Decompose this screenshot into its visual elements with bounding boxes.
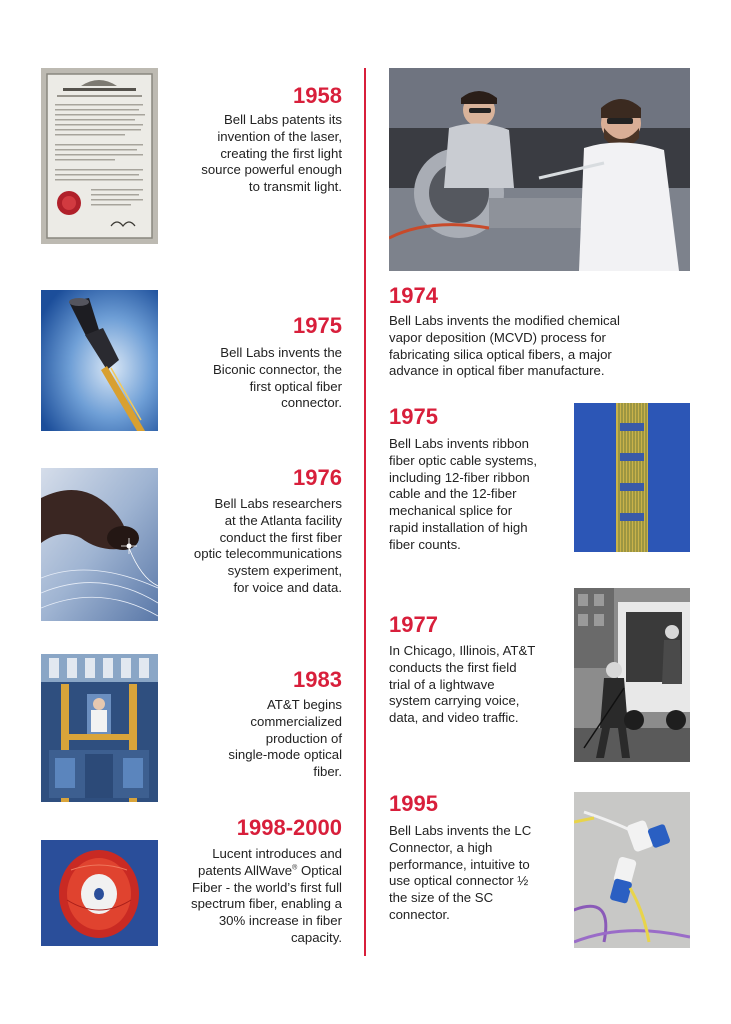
- entry-description: [142, 846, 342, 947]
- year-label: 1983: [293, 667, 342, 692]
- lc-connector-image: [574, 792, 690, 948]
- entry-description-part: Optical Fiber - the world’s first full spectrum fiber, enabling a 30% increase in fiber capacity.: [190, 862, 342, 945]
- year-label: 1995: [389, 791, 438, 816]
- entry-description-part: Lucent introduces and patents AllWave: [198, 846, 342, 878]
- entry-description: In Chicago, Illinois, AT&T conducts the first field trial of a lightwave system carrying voice, data, and video traffic.: [389, 643, 536, 726]
- entry-description: Bell Labs patents its invention of the laser, creating the first light source powerful enough to transmit light.: [201, 112, 342, 195]
- entry-description: Bell Labs invents the modified chemical vapor deposition (MCVD) process for fabricating silica optical fibers, a major advance in optical fiber manufacture.: [389, 313, 620, 379]
- field-trial-truck-image: [574, 588, 690, 762]
- biconic-connector-image: [41, 290, 158, 431]
- year-label: 1975: [293, 313, 342, 338]
- production-facility-image: [41, 654, 158, 802]
- entry-description: AT&T begins commercialized production of single-mode optical fiber.: [228, 697, 342, 780]
- fiber-spool-image: [41, 840, 158, 946]
- year-label: 1974: [389, 283, 438, 308]
- researcher-hand-fiber-image: [41, 468, 158, 621]
- timeline-divider: [364, 68, 366, 956]
- entry-description: Bell Labs invents the LC Connector, a high performance, intuitive to use optical connector ½ the size of the SC connector.: [389, 823, 532, 922]
- entry-description: Bell Labs invents ribbon fiber optic cable systems, including 12-fiber ribbon cable and the 12-fiber mechanical splice for rapid installation of high fiber counts.: [389, 436, 538, 552]
- entry-description: Bell Labs researchers at the Atlanta facility conduct the first fiber optic telecommunications system experiment, for voice and data.: [193, 496, 342, 595]
- registered-mark: ®: [292, 864, 298, 872]
- ribbon-fiber-image: [574, 403, 690, 552]
- patent-document-image: [41, 68, 158, 244]
- year-label: 1975: [389, 404, 438, 429]
- year-label: 1977: [389, 612, 438, 637]
- researchers-lab-image: [389, 68, 690, 271]
- year-label: 1958: [293, 83, 342, 108]
- year-label: 1976: [293, 465, 342, 490]
- year-label: 1998-2000: [236, 815, 342, 840]
- entry-description: Bell Labs invents the Biconic connector, the first optical fiber connector.: [212, 345, 342, 411]
